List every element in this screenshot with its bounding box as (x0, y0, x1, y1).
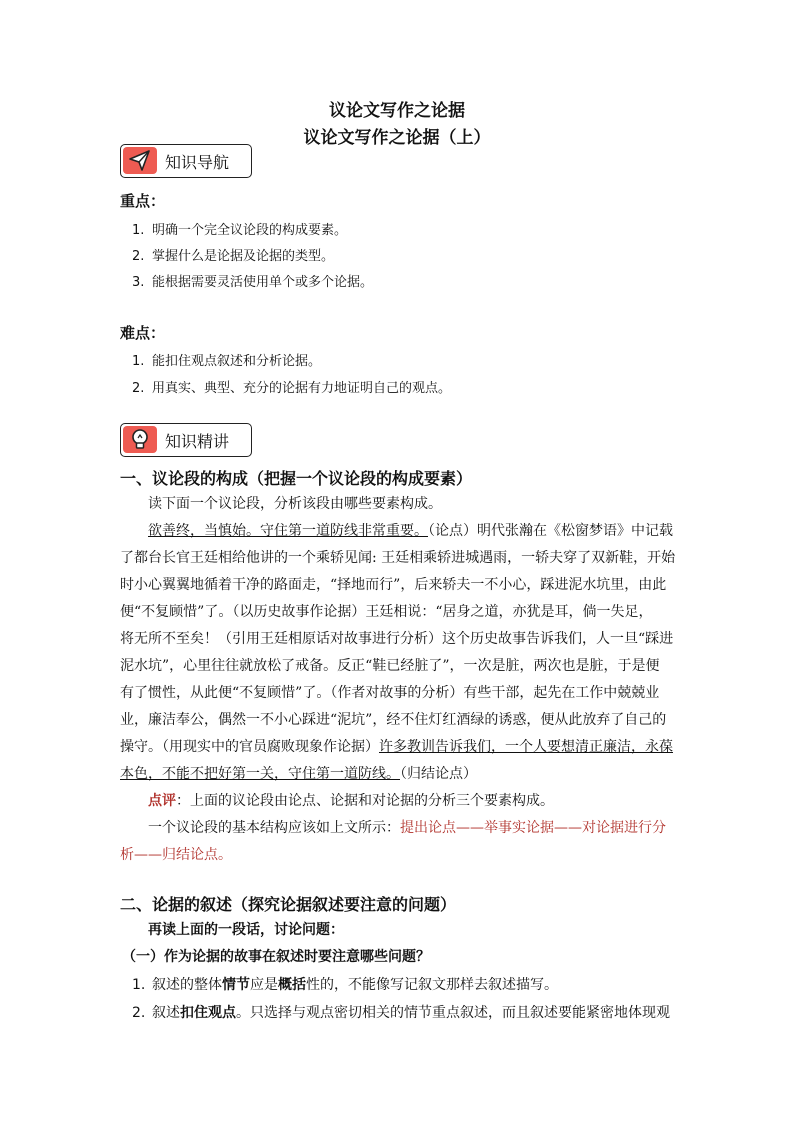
banner-label: 知识精讲 (165, 432, 230, 451)
list-item: 2. 叙述扣住观点。只选择与观点密切相关的情节重点叙述，而且叙述要能紧密地体现观 (132, 1005, 670, 1021)
comment-label: 点评 (148, 793, 176, 809)
structure-line: 一个议论段的基本结构应该如上文所示：提出论点——举事实论据——对论据进行分 (148, 820, 666, 836)
list-item: 3. 能根据需要灵活使用单个或多个论据。 (132, 275, 374, 290)
banner-label: 知识导航 (165, 153, 230, 172)
section-heading: 一、议论段的构成（把握一个议论段的构成要素） (120, 469, 473, 488)
keypoints-heading: 重点： (120, 192, 166, 210)
structure-line: 析——归结论点。 (120, 847, 232, 863)
knowledge-navigation-banner (120, 144, 252, 178)
question-heading: （一）作为论据的故事在叙述时要注意哪些问题？ (122, 949, 430, 965)
section-heading: 二、论据的叙述（探究论据叙述要注意的问题） (120, 895, 457, 914)
list-item: 2. 掌握什么是论据及论据的类型。 (132, 249, 335, 264)
paragraph-line: 泥水坑”，心里往往就放松了戒备。反正“鞋已经脏了”，一次是脏，两次也是脏，于是便 (120, 658, 660, 674)
list-item: 1. 明确一个完全议论段的构成要素。 (132, 223, 348, 238)
paragraph-line: 本色，不能不把好第一关，守住第一道防线。（归结论点） (120, 766, 477, 782)
document-title: 议论文写作之论据 (329, 101, 465, 121)
paragraph-line: 时小心翼翼地循着干净的路面走，“择地而行”，后来轿夫一不小心，踩进泥水坑里，由此 (120, 577, 667, 593)
paragraph-line: 欲善终，当慎始。守住第一道防线非常重要。（论点）明代张瀚在《松窗梦语》中记载 (148, 523, 673, 539)
paragraph-line: 将无所不至矣！（引用王廷相原话对故事进行分析）这个历史故事告诉我们，人一旦“踩进 (120, 631, 674, 647)
lightbulb-icon (123, 426, 157, 453)
paragraph-line: 便“不复顾惜”了。（以历史故事作论据）王廷相说：“居身之道，亦犹是耳，倘一失足， (120, 604, 653, 620)
paper-plane-icon (123, 147, 157, 174)
list-item: 1. 能扣住观点叙述和分析论据。 (132, 354, 322, 369)
paragraph: 读下面一个议论段，分析该段由哪些要素构成。 (148, 496, 442, 512)
list-item: 1. 叙述的整体情节应是概括性的，不能像写记叙文那样去叙述描写。 (132, 977, 558, 993)
paragraph: 再读上面的一段话，讨论问题： (148, 922, 344, 938)
knowledge-explanation-banner (120, 423, 252, 457)
paragraph-line: 有了惯性，从此便“不复顾惜”了。（作者对故事的分析）有些干部，起先在工作中兢兢业 (120, 685, 660, 701)
paragraph-line: 操守。（用现实中的官员腐败现象作论据）许多教训告诉我们，一个人要想清正廉洁，永葆 (120, 739, 673, 755)
list-item: 2. 用真实、典型、充分的论据有力地证明自己的观点。 (132, 381, 452, 396)
paragraph-line: 了都台长官王廷相给他讲的一个乘轿见闻: 王廷相乘轿进城遇雨，一轿夫穿了双新鞋，开始 (120, 550, 676, 566)
paragraph-line: 业，廉洁奉公，偶然一不小心踩进“泥坑”，经不住灯红酒绿的诱惑，便从此放弃了自己的 (120, 712, 667, 728)
comment-line: 点评：上面的议论段由论点、论据和对论据的分析三个要素构成。 (148, 793, 554, 809)
document-subtitle: 议论文写作之论据（上） (303, 128, 491, 148)
difficulties-heading: 难点： (120, 324, 166, 342)
